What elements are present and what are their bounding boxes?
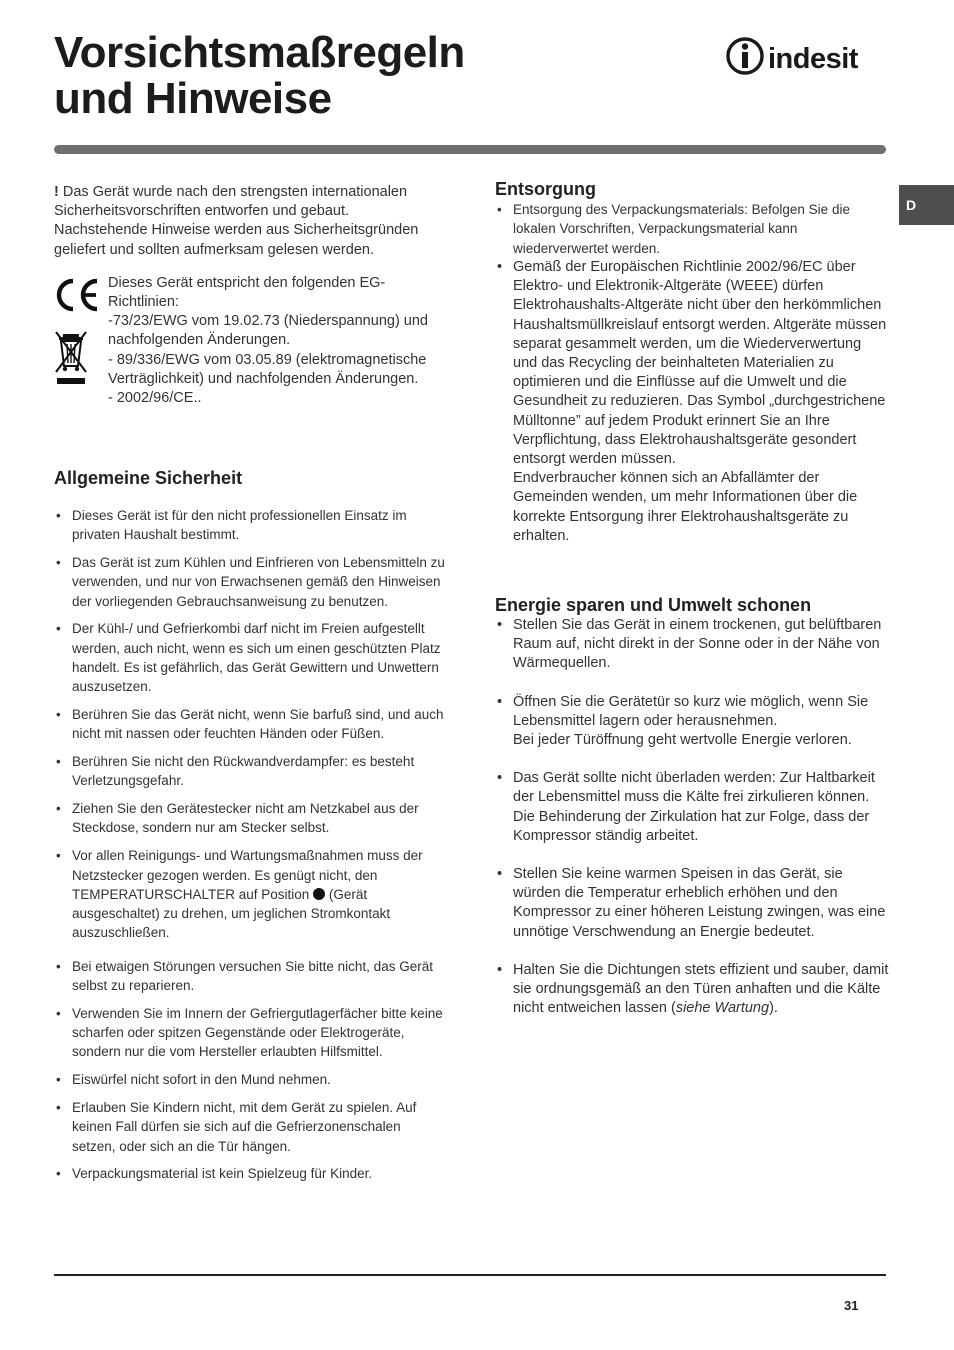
- weee-text: • Gemäß der Europäischen Richtlinie 2002/96/EC über Elektro- und Elektronik-Altgeräte (WEEE) dürfen Elektrohaushalts-Altgeräte nicht über den herkömmlichen Haushaltsmüllkreislauf entsorgt werden. Altgeräte müssen separat gesammelt werden, um die Wiederverwertung und das Recycling der beinhalteten Materialien zu optimieren und die Einflüsse auf die Umwelt und die Gesundheit zu reduzieren. Das Symbol „durchgestrichene Mülltonne” auf jedem Produkt erinnert Sie an Ihre Verpflichtung, dass Elektrohaushaltsgeräte gesondert entsorgt werden müssen.: [513, 258, 887, 467]
- list-item: • Entsorgung des Verpackungsmaterials: Befolgen Sie die lokalen Vorschriften, Verpackungsmaterial kann wiederverwertet werden.: [495, 200, 889, 258]
- disposal-heading: Entsorgung: [495, 179, 596, 199]
- footer-rule: [54, 1274, 886, 1276]
- language-tab: D: [899, 185, 954, 225]
- cert-line: - 89/336/EWG vom 03.05.89 (elektromagnetische Verträglichkeit) und nachfolgenden Änderungen.: [108, 351, 427, 387]
- cert-line: - 2002/96/CE..: [108, 390, 202, 407]
- list-item: • Der Kühl-/ und Gefrierkombi darf nicht im Freien aufgestellt werden, auch nicht, wenn es sich um einen geschützten Platz handelt. Es ist gefährlich, das Gerät Gewittern und Unwettern auszusetzen.: [54, 619, 446, 696]
- ce-mark-icon: [54, 278, 100, 312]
- list-item: • Das Gerät sollte nicht überladen werden: Zur Haltbarkeit der Lebensmittel muss die Kälte frei zirkulieren können. Die Behinderung der Zirkulation hat zur Folge, dass der Kompressor ständig arbeitet.: [495, 769, 889, 846]
- seal-text-after: ).: [769, 1000, 778, 1017]
- list-item: • Das Gerät ist zum Kühlen und Einfrieren von Lebensmitteln zu verwenden, und nur von Erwachsenen gemäß den Hinweisen der vorliegenden Gebrauchsanweisung zu benutzen.: [54, 553, 446, 611]
- indesit-logo: [726, 36, 888, 76]
- switch-text-after: (Gerät ausgeschaltet) zu drehen, um jeglichen Stromkontakt auszuschließen.: [72, 886, 391, 941]
- weee-list: [495, 258, 889, 546]
- cert-line: Dieses Gerät entspricht den folgenden EG-Richtlinien:: [108, 274, 386, 311]
- list-item: • Berühren Sie das Gerät nicht, wenn Sie barfuß sind, und auch nicht mit nassen oder feuchten Händen oder Füßen.: [54, 705, 446, 744]
- energy-heading: Energie sparen und Umwelt schonen: [495, 594, 812, 615]
- door-text: • Öffnen Sie die Gerätetür so kurz wie möglich, wenn Sie Lebensmittel lagern oder herausnehmen.: [513, 693, 869, 729]
- general-safety-list: [54, 506, 446, 1184]
- list-item: • Erlauben Sie Kindern nicht, mit dem Gerät zu spielen. Auf keinen Fall dürfen sie sich auf die Gefrierzonenschalen setzen, oder sich an die Tür hängen.: [54, 1098, 446, 1156]
- maintenance-reference: siehe Wartung: [675, 1000, 770, 1017]
- left-column: [54, 183, 446, 1184]
- door-text-2: Bei jeder Türöffnung geht wertvolle Energie verloren.: [513, 731, 852, 748]
- seal-text-before: Halten Sie die Dichtungen stets effizient und sauber, damit sie ordnungsgemäß an den Türen anhaften und die Kälte nicht entweichen lassen (: [513, 961, 889, 1017]
- list-item: • Stellen Sie keine warmen Speisen in das Gerät, sie würden die Temperatur erheblich erhöhen und den Kompressor zu einer höheren Leistung zwingen, was eine unnötige Verschwendung an Energie bedeutet.: [495, 865, 889, 942]
- energy-list: [495, 616, 889, 1018]
- disposal-list: [495, 200, 889, 258]
- list-item: [495, 258, 889, 546]
- title-line-2: und Hinweise: [54, 74, 332, 123]
- title-line-1: Vorsichtsmaßregeln: [54, 28, 465, 77]
- off-position-icon: [313, 888, 325, 900]
- list-item: [54, 846, 446, 942]
- cert-line: -73/23/EWG vom 19.02.73 (Niederspannung) und nachfolgenden Änderungen.: [108, 313, 428, 349]
- list-item: [495, 693, 889, 751]
- switch-text-before: Vor allen Reinigungs- und Wartungsmaßnahmen muss der Netzstecker gezogen werden. Es genügt nicht, den TEMPERATURSCHALTER auf Position: [72, 848, 423, 902]
- certification-text: [108, 274, 438, 408]
- list-item: • Berühren Sie nicht den Rückwandverdampfer: es besteht Verletzungsgefahr.: [54, 752, 446, 791]
- page-number: 31: [844, 1298, 859, 1313]
- brand-wordmark: indesit: [768, 43, 858, 75]
- intro-text: Das Gerät wurde nach den strengsten internationalen Sicherheitsvorschriften entworfen und gebaut. Nachstehende Hinweise werden aus Sicherheitsgründen geliefert und sollten aufmerksam gelesen werden.: [54, 184, 419, 258]
- list-item: [495, 961, 889, 1019]
- list-item: • Dieses Gerät ist für den nicht professionellen Einsatz im privaten Haushalt bestimmt.: [54, 506, 446, 545]
- crossed-bin-icon: [54, 330, 88, 386]
- list-item: • Eiswürfel nicht sofort in den Mund nehmen.: [54, 1070, 446, 1089]
- list-item: • Verwenden Sie im Innern der Gefriergutlagerfächer bitte keine scharfen oder spitzen Gegenstände oder Elektrogeräte, sondern nur die vom Hersteller erlaubten Hilfsmittel.: [54, 1004, 446, 1062]
- list-item: • Stellen Sie das Gerät in einem trockenen, gut belüftbaren Raum auf, nicht direkt in der Sonne oder in der Nähe von Wärmequellen.: [495, 616, 889, 674]
- header-rule: [54, 145, 886, 154]
- list-item: • Bei etwaigen Störungen versuchen Sie bitte nicht, das Gerät selbst zu reparieren.: [54, 957, 446, 996]
- list-item: • Ziehen Sie den Gerätestecker nicht am Netzkabel aus der Steckdose, sondern nur am Stecker selbst.: [54, 799, 446, 838]
- list-item: • Verpackungsmaterial ist kein Spielzeug für Kinder.: [54, 1164, 446, 1183]
- general-safety-heading: Allgemeine Sicherheit: [54, 467, 243, 488]
- weee-text-2: Endverbraucher können sich an Abfallämter der Gemeinden wenden, um mehr Informationen über die korrekte Entsorgung ihrer Elektrohaushaltsgeräte zu erhalten.: [513, 470, 858, 544]
- warning-mark: !: [54, 184, 59, 200]
- certification-block: [54, 274, 446, 437]
- page-title: [54, 30, 465, 122]
- intro-paragraph: [54, 183, 446, 260]
- right-column: [495, 178, 889, 1018]
